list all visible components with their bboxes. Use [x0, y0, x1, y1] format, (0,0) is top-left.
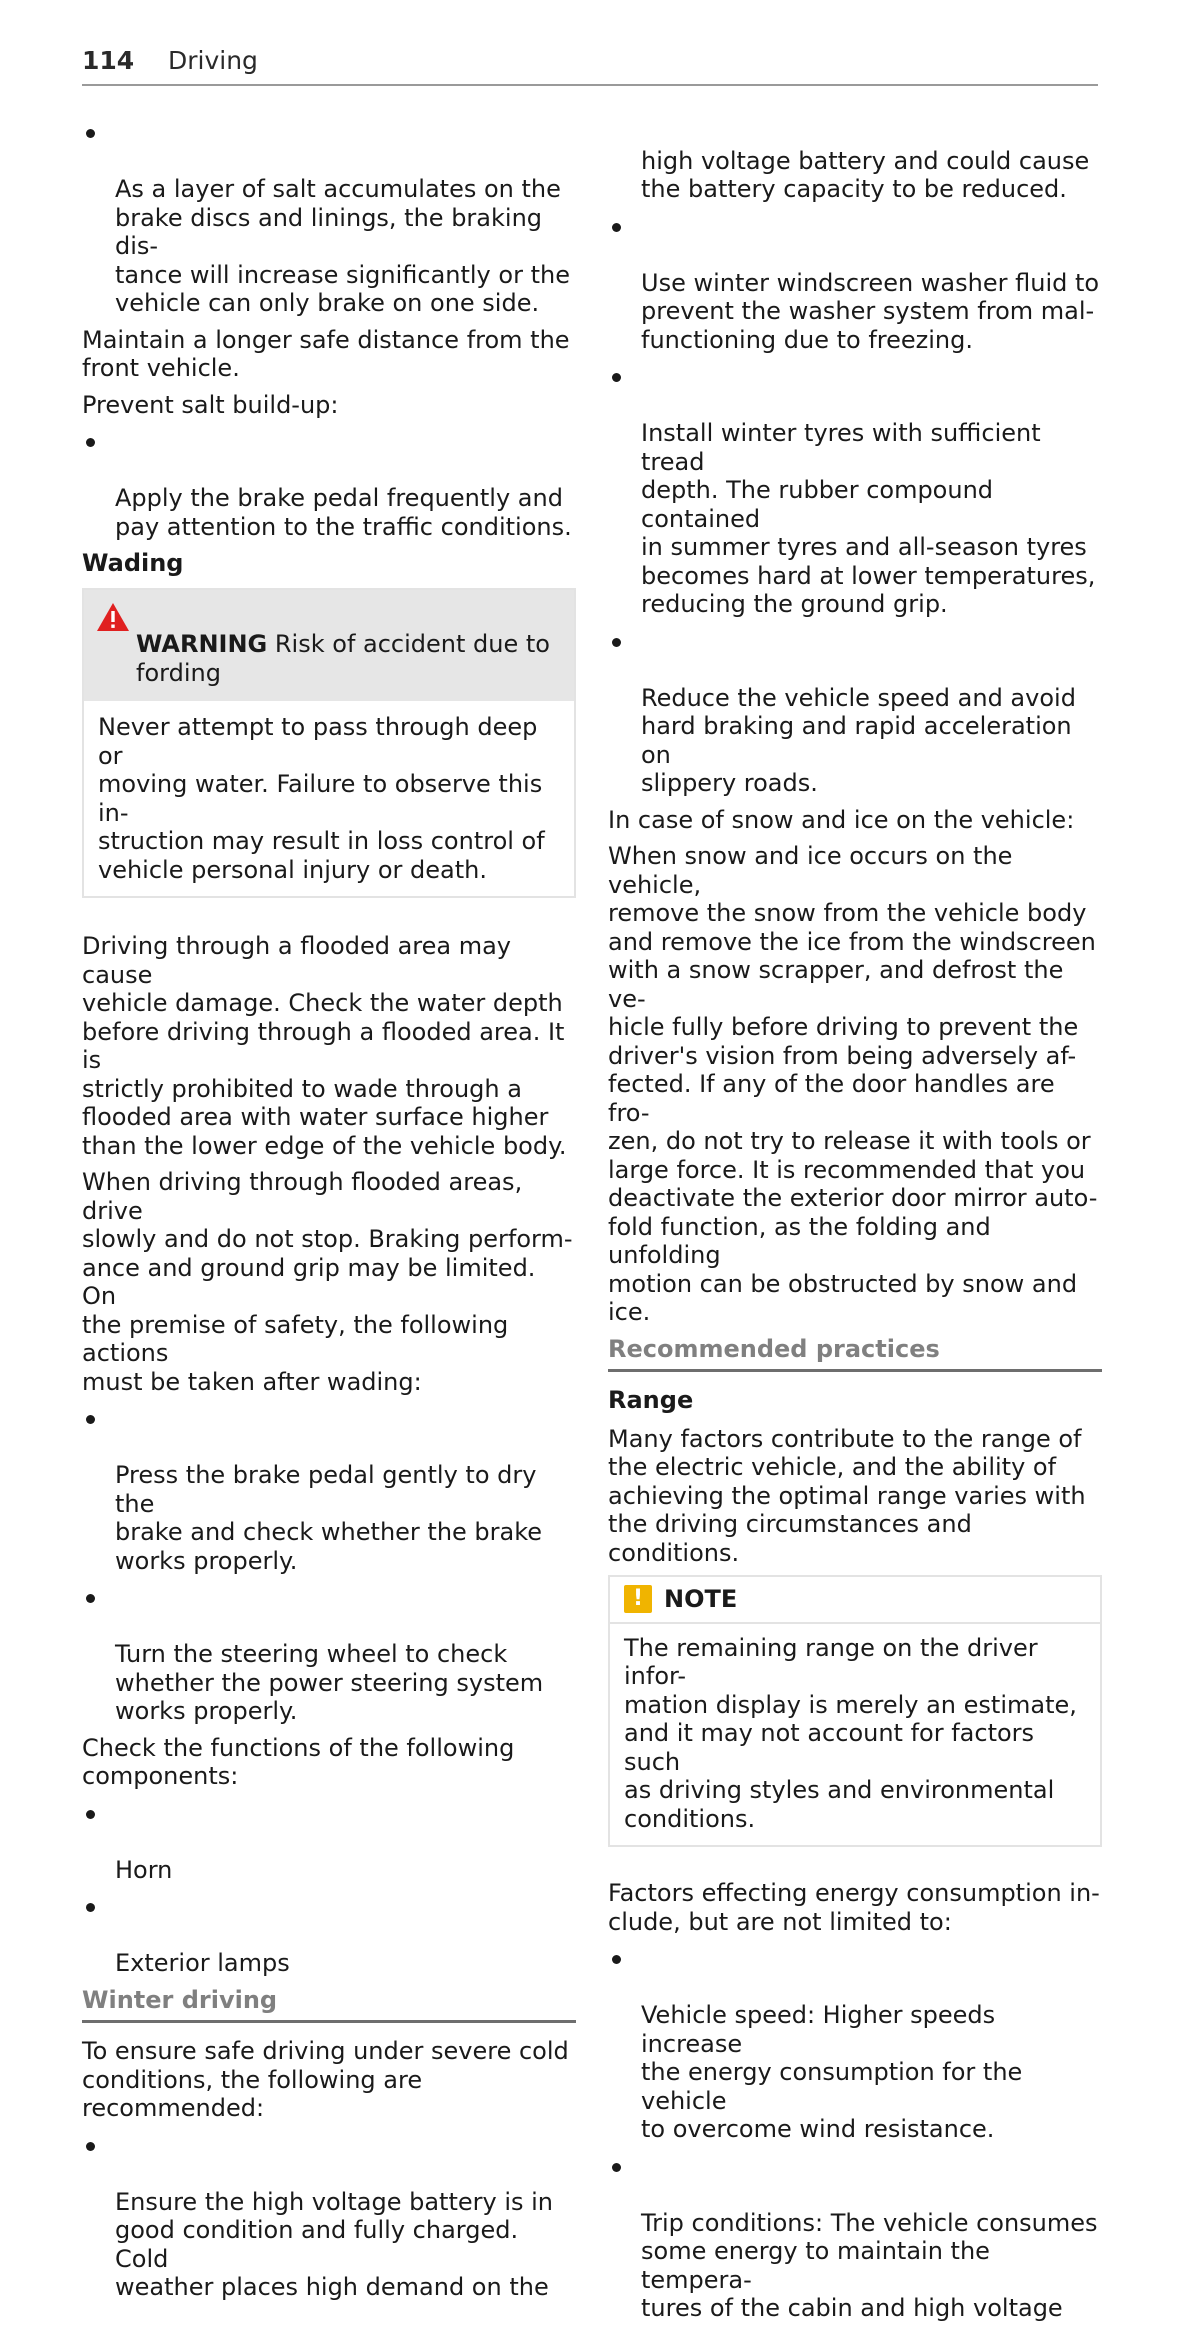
page-number: 114 [82, 46, 135, 75]
paragraph: When snow and ice occurs on the vehicle, remove the snow from the vehicle body and remove the ice from the windscreen with a snow scrapper, and defrost the ve- hicle fully before driving to prevent the driver's vision from being adversely af- fected. If any of the door handles are fro- zen, do not try to release it with tools or large force. It is recommended that you deactivate the exterior door mirror auto- fold function, as the folding and unfolding motion can be obstructed by snow and ice. [608, 842, 1098, 1326]
list-item-text: Exterior lamps [115, 1949, 290, 1977]
paragraph: When driving through flooded areas, drive slowly and do not stop. Braking perform- ance and ground grip may be limited. On the premise of safety, the following actions must be taken after wading: [82, 1168, 573, 1396]
list-item-text: Apply the brake pedal frequently and pay attention to the traffic conditions. [115, 484, 572, 541]
note-header [610, 1577, 1100, 1624]
warning-label: WARNING [136, 630, 268, 658]
list-item [82, 1583, 576, 1726]
bullet-icon [86, 438, 95, 447]
right-column [608, 118, 1102, 2331]
page-header [82, 44, 1098, 86]
chapter-title: Driving [168, 46, 258, 75]
warning-header [84, 590, 574, 702]
list-item-text: Trip conditions: The vehicle consumes some energy to maintain the tempera- tures of the cabin and high voltage [641, 2208, 1098, 2322]
bullet-icon [86, 1810, 95, 1819]
list-item [82, 1892, 576, 1978]
section-heading-winter-driving: Winter driving [82, 1986, 576, 2024]
list-item [608, 362, 1102, 619]
bullet-icon [612, 638, 621, 647]
note-body: The remaining range on the driver infor- mation display is merely an estimate, and it may not account for factors such as driving styles and environmental conditions. [624, 1633, 1077, 1833]
warning-triangle-icon [96, 602, 130, 632]
section-heading-recommended-practices: Recommended practices [608, 1335, 1102, 1373]
paragraph: In case of snow and ice on the vehicle: [608, 805, 1075, 834]
list-item [608, 1944, 1102, 2144]
paragraph: Maintain a longer safe distance from the front vehicle. [82, 325, 570, 382]
list-item-text: Press the brake pedal gently to dry the brake and check whether the brake works properly. [115, 1461, 543, 1575]
warning-box [82, 588, 576, 899]
paragraph: To ensure safe driving under severe cold conditions, the following are recommended: [82, 2037, 569, 2122]
bullet-icon [86, 2142, 95, 2151]
list-item-continued [608, 118, 1102, 204]
list-item-text: Turn the steering wheel to check whether the power steering system works properly. [115, 1640, 544, 1725]
exclamation-icon: ! [624, 1585, 652, 1613]
list-item-text: As a layer of salt accumulates on the brake discs and linings, the braking dis- tance will increase significantly or the vehicle can only brake on one side. [115, 175, 570, 317]
list-item [82, 118, 576, 318]
note-label: NOTE [664, 1585, 738, 1613]
bullet-icon [612, 1955, 621, 1964]
subheading-wading: Wading [82, 549, 184, 577]
list-item [82, 1404, 576, 1575]
list-item-text: Use winter windscreen washer fluid to prevent the washer system from mal- functioning due to freezing. [641, 268, 1100, 354]
bullet-icon [86, 129, 95, 138]
paragraph: Driving through a flooded area may cause vehicle damage. Check the water depth before driving through a flooded area. It is strictly prohibited to wade through a flooded area with water surface higher than the lower edge of the vehicle body. [82, 932, 567, 1160]
paragraph: Factors effecting energy consumption in- clude, but are not limited to: [608, 1879, 1100, 1936]
list-item [608, 627, 1102, 798]
left-column [82, 118, 576, 2310]
bullet-icon [86, 1415, 95, 1424]
list-item [608, 2152, 1102, 2323]
list-item-text: high voltage battery and could cause the battery capacity to be reduced. [641, 146, 1090, 203]
bullet-icon [612, 373, 621, 382]
bullet-icon [86, 1903, 95, 1912]
list-item [82, 427, 576, 541]
list-item-text: Install winter tyres with sufficient tread depth. The rubber compound contained in summer tyres and all-season tyres becomes hard at lower temperatures, reducing the ground grip. [641, 419, 1096, 618]
paragraph: Check the functions of the following components: [82, 1733, 515, 1790]
bullet-icon [612, 2163, 621, 2172]
list-item-text: Ensure the high voltage battery is in good condition and fully charged. Cold weather places high demand on the [115, 2187, 553, 2301]
paragraph: Prevent salt build-up: [82, 390, 339, 419]
paragraph: Many factors contribute to the range of the electric vehicle, and the ability of achieving the optimal range varies with the driving circumstances and conditions. [608, 1424, 1086, 1567]
subheading-range: Range [608, 1386, 694, 1414]
bullet-icon [86, 1594, 95, 1603]
warning-body: Never attempt to pass through deep or moving water. Failure to observe this in- struction may result in loss control of vehicle personal injury or death. [98, 713, 545, 884]
warning-title: Risk of accident due to fording [136, 630, 550, 687]
list-item-text: Horn [115, 1855, 173, 1884]
list-item [82, 1799, 576, 1885]
list-item [82, 2131, 576, 2302]
list-item-text: Vehicle speed: Higher speeds increase the energy consumption for the vehicle to overcome wind resistance. [641, 2001, 1023, 2143]
list-item [608, 212, 1102, 355]
list-item-text: Reduce the vehicle speed and avoid hard braking and rapid acceleration on slippery roads. [641, 683, 1076, 797]
bullet-icon [612, 223, 621, 232]
note-box [608, 1575, 1102, 1847]
